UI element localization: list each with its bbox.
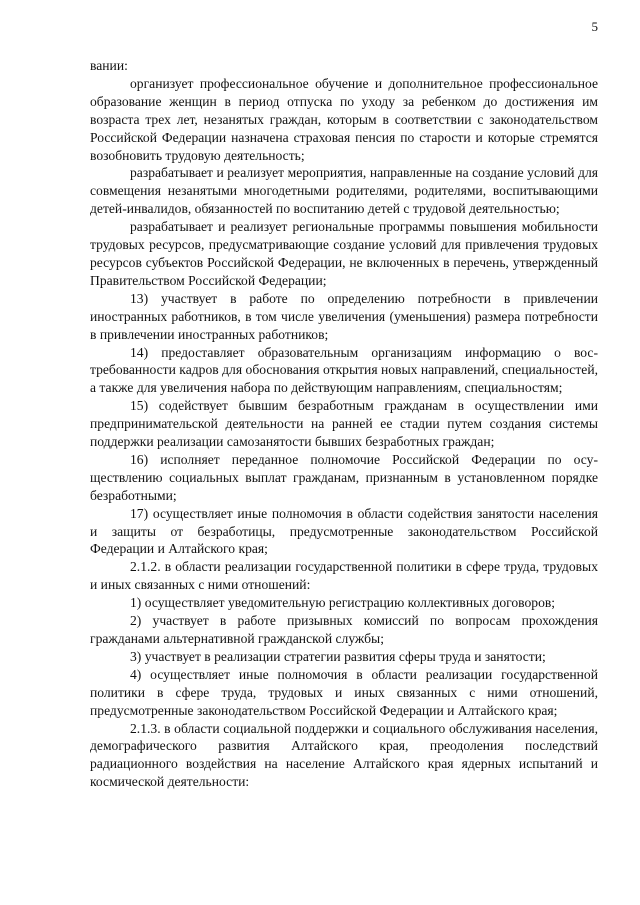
paragraph: 13) участвует в работе по определению потребности в привлечении иностранных работников, в том числе увеличения (уменьшения) размера потребности в привлечении иностранных работников; bbox=[90, 290, 598, 342]
body-text bbox=[90, 57, 598, 791]
paragraph: 15) содействует бывшим безработным гражданам в осуществлении ими предпринимательской деятельности на ранней ее стадии путем создания системы поддержки реализации самозанятости бывших безработных граждан; bbox=[90, 398, 598, 450]
paragraph: организует профессиональное обучение и дополнительное профессиональное образование женщин в период отпуска по уходу за ребенком до достижения им возраста трех лет, незанятых граждан, которым в соответствии с законодательством Российской Федерации назначена страховая пенсия по старости и которые стремятся возобновить трудовую деятельность; bbox=[90, 75, 598, 163]
section-heading: 2.1.3. в области социальной поддержки и социального обслуживания населения, демографического развития Алтайского края, преодоления последствий радиационного воздействия на население Алтайского края ядерных испытаний и космической деятельности: bbox=[90, 720, 598, 790]
paragraph: 3) участвует в реализации стратегии развития сферы труда и занятости; bbox=[130, 648, 546, 664]
paragraph: 17) осуществляет иные полномочия в области содействия занятости населения и защиты от безработицы, предусмотренные законодательством Российской Федерации и Алтайского края; bbox=[90, 505, 598, 557]
paragraph: 14) предоставляет образовательным организациям информацию о востребованности кадров для обоснования открытия новых направлений, специальностей, а также для увеличения набора по действующим направлениям, специальностям; bbox=[90, 344, 598, 396]
page-number: 5 bbox=[591, 19, 598, 34]
paragraph: разрабатывает и реализует мероприятия, направленные на создание условий для совмещения незанятыми многодетными родителями, родителями, воспитывающими детей-инвалидов, обязанностей по воспитанию детей с трудовой деятельностью; bbox=[90, 165, 598, 217]
paragraph: 16) исполняет переданное полномочие Российской Федерации по осуществлению социальных выплат гражданам, признанным в установленном порядке безработными; bbox=[90, 451, 598, 503]
paragraph: 2) участвует в работе призывных комиссий по вопросам прохождения гражданами альтернативной гражданской службы; bbox=[90, 613, 598, 646]
section-heading: 2.1.2. в области реализации государственной политики в сфере труда, трудовых и иных связанных с ними отношений: bbox=[90, 559, 598, 593]
paragraph: 4) осуществляет иные полномочия в области реализации государственной политики в сфере труда, трудовых и иных связанных с ними отношений, предусмотренные законодательством Российской Федерации и Алтайского края; bbox=[90, 666, 598, 718]
paragraph-continuation: вании: bbox=[90, 58, 128, 73]
paragraph: 1) осуществляет уведомительную регистрацию коллективных договоров; bbox=[130, 595, 556, 611]
paragraph: разрабатывает и реализует региональные программы повышения мобильности трудовых ресурсов, предусматривающие создание условий для привлечения трудовых ресурсов субъектов Российской Федерации, не включенных в перечень, утвержденный Правительством Российской Федерации; bbox=[90, 219, 598, 288]
